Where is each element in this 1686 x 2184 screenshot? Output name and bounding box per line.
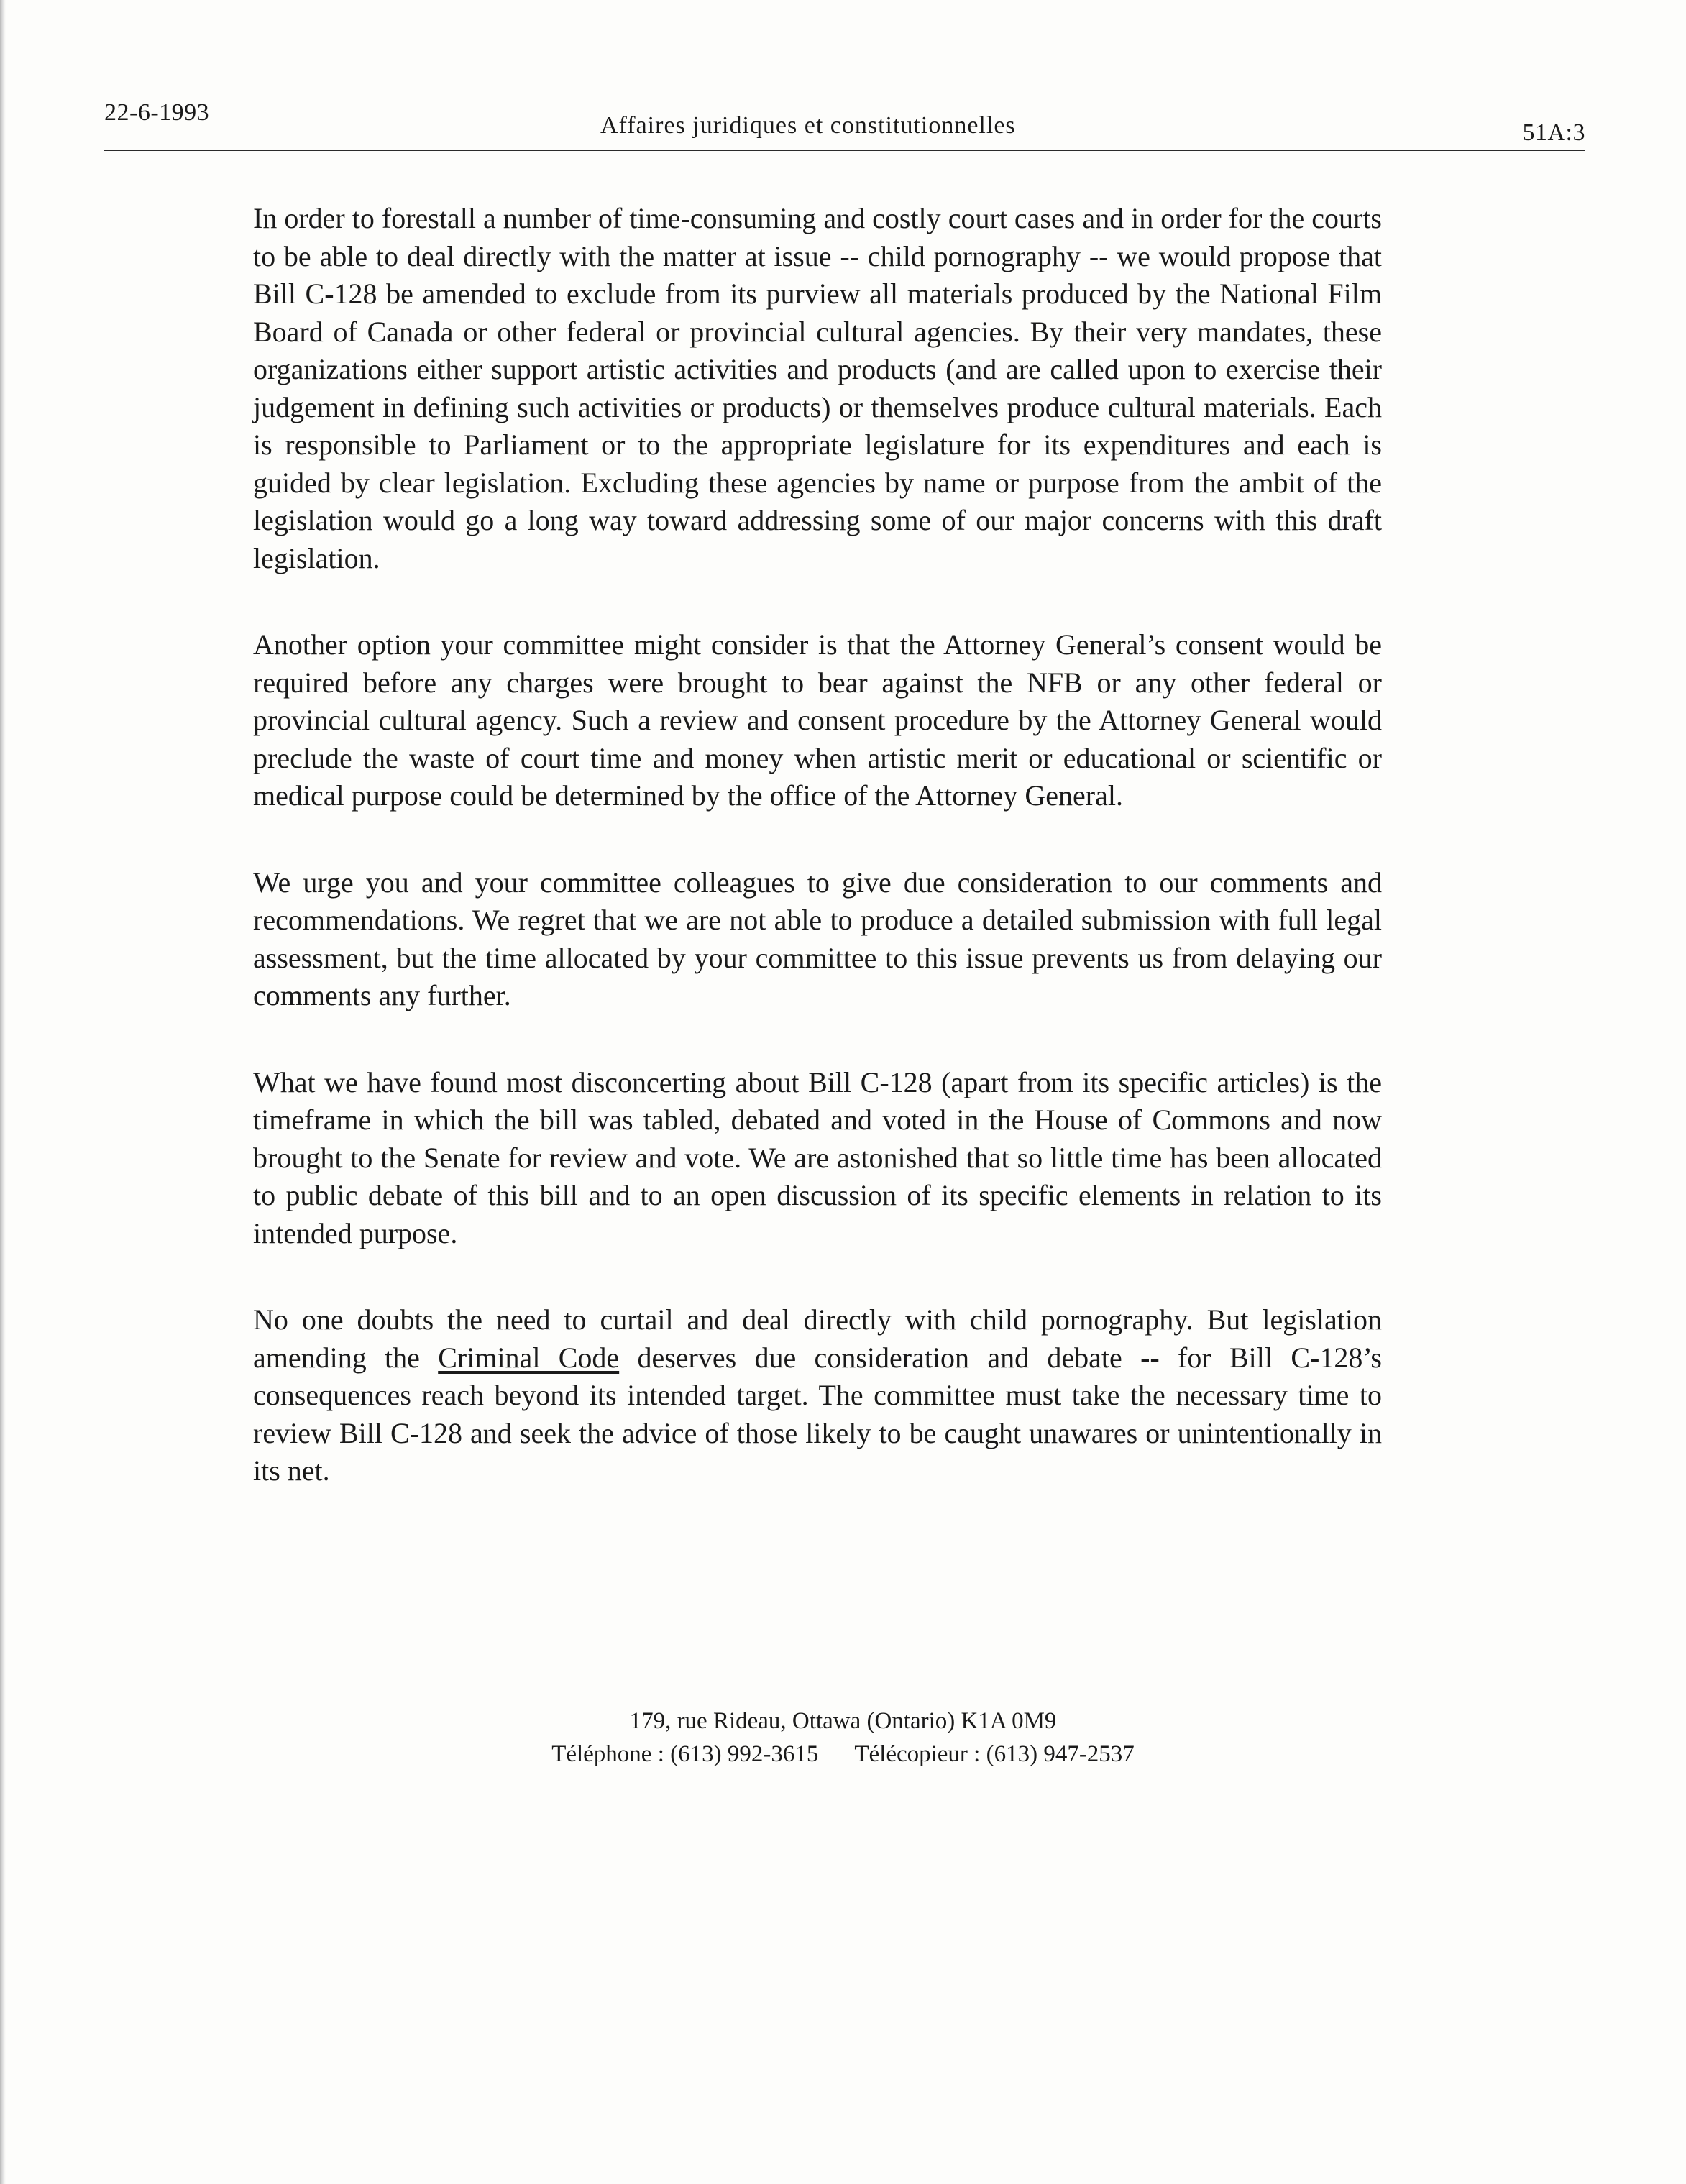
paragraph-last	[253, 1301, 1382, 1490]
footer-contact	[0, 1738, 1686, 1771]
scan-edge	[0, 0, 6, 2184]
paragraph: In order to forestall a number of time-consuming and costly court cases and in order for the courts to be able to deal directly with the matter at issue -- child pornography -- we would propose that Bill C-128 be amended to exclude from its purview all materials produced by the National Film Board of Canada or other federal or provincial cultural agencies. By their very mandates, these organizations either support artistic activities and products (and are called upon to exercise their judgement in defining such activities or products) or themselves produce cultural materials. Each is responsible to Parliament or to the appropriate legislature for its expenditures and each is guided by clear legislation. Excluding these agencies by name or purpose from the ambit of the legislation would go a long way toward addressing some of our major concerns with this draft legislation.	[253, 202, 1382, 574]
footer-fax: Télécopieur : (613) 947-2537	[854, 1741, 1135, 1767]
paragraph: We urge you and your committee colleagues to give due consideration to our comments and recommendations. We regret that we are not able to produce a detailed submission with full legal assessment, but the time allocated by your committee to this issue prevents us from delaying our comments any further.	[253, 866, 1382, 1011]
footer-telephone: Téléphone : (613) 992-3615	[551, 1741, 819, 1767]
header-date: 22-6-1993	[104, 99, 210, 126]
page-footer	[0, 1704, 1686, 1771]
paragraph: Another option your committee might consider is that the Attorney General’s consent would be required before any charges were brought to bear against the NFB or any other federal or provincial cultural agency. Such a review and consent procedure by the Attorney General would preclude the waste of court time and money when artistic merit or educational or scientific or medical purpose could be determined by the office of the Attorney General.	[253, 628, 1382, 812]
page-header	[104, 99, 1585, 157]
header-title: Affaires juridiques et constitutionnelles	[600, 112, 1016, 139]
paragraph: What we have found most disconcerting about Bill C-128 (apart from its specific articles) is the timeframe in which the bill was tabled, debated and voted in the House of Commons and now brought to the Senate for review and vote. We are astonished that so little time has been allocated to public debate of this bill and to an open discussion of its specific elements in relation to its intended purpose.	[253, 1065, 1382, 1249]
header-page-number: 51A:3	[1522, 119, 1585, 146]
body-text	[253, 200, 1382, 1539]
footer-address: 179, rue Rideau, Ottawa (Ontario) K1A 0M9	[629, 1708, 1057, 1734]
criminal-code-reference: Criminal Code	[438, 1341, 620, 1374]
paragraph-text: No one doubts the need to curtail and deal directly with child pornography. But legislation amending the	[253, 1303, 1382, 1374]
header-rule	[104, 150, 1585, 151]
paragraph-text: deserves due consideration and debate -- for Bill C-128’s consequences reach beyond its intended target. The committee must take the necessary time to review Bill C-128 and seek the advice of those likely to be caught unawares or unintentionally in its net.	[253, 1341, 1382, 1487]
